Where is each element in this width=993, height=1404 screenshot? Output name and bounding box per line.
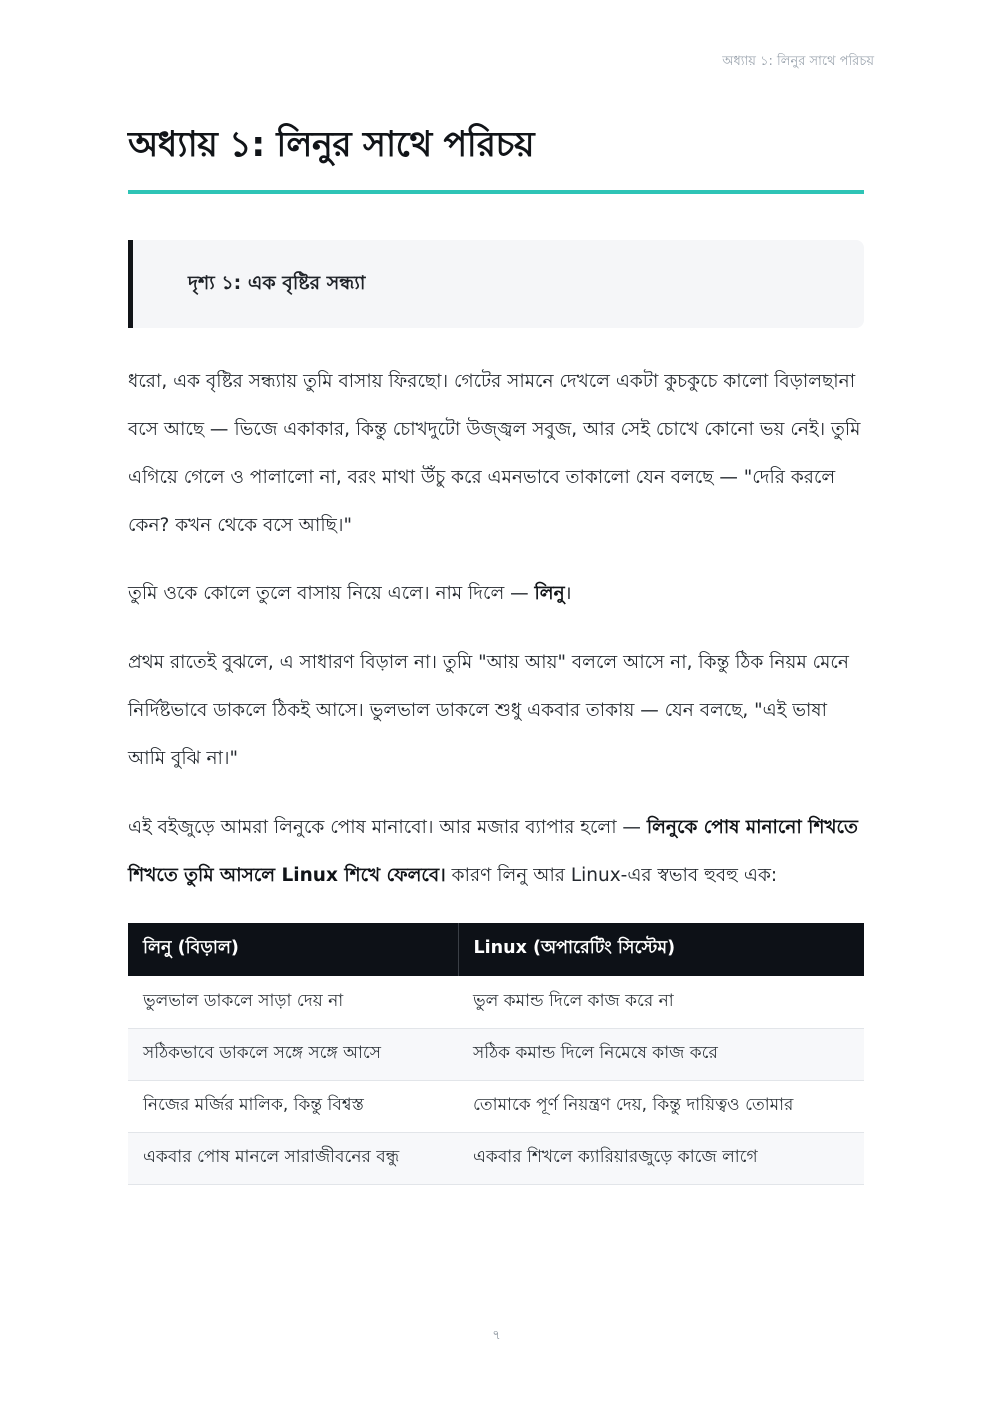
paragraph-4-emphasis: লিনুকে পোষ মানানো শিখতে শিখতে তুমি আসলে Linux শিখে ফেলবে। <box>128 817 858 886</box>
page-number: ৭ <box>492 1328 501 1343</box>
table-row <box>128 976 864 1028</box>
title-underline <box>128 190 864 194</box>
comparison-table <box>128 923 864 1185</box>
table-cell: তোমাকে পূর্ণ নিয়ন্ত্রণ দেয়, কিন্তু দায়িত্বও তোমার <box>458 1080 864 1132</box>
paragraph-2 <box>128 570 864 618</box>
table-cell: একবার পোষ মানলে সারাজীবনের বন্ধু <box>128 1132 458 1184</box>
table-header-cell: Linux (অপারেটিং সিস্টেম) <box>458 923 864 976</box>
table-cell: সঠিকভাবে ডাকলে সঙ্গে সঙ্গে আসে <box>128 1028 458 1080</box>
table-cell: ভুলভাল ডাকলে সাড়া দেয় না <box>128 976 458 1028</box>
paragraph-1: ধরো, এক বৃষ্টির সন্ধ্যায় তুমি বাসায় ফিরছো। গেটের সামনে দেখলে একটা কুচকুচে কালো বিড়ালছানা বসে আছে — ভিজে একাকার, কিন্তু চোখদুটো উজ্জ্বল সবুজ, আর সেই চোখে কোনো ভয় নেই। তুমি এগিয়ে গেলে ও পালালো না, বরং মাথা উঁচু করে এমনভাবে তাকালো যেন বলছে — "দেরি করলে কেন? কখন থেকে বসে আছি।" <box>128 371 861 536</box>
paragraph-2-end: । <box>564 583 572 604</box>
paragraph-3: প্রথম রাতেই বুঝলে, এ সাধারণ বিড়াল না। তুমি "আয় আয়" বললে আসে না, কিন্তু ঠিক নিয়ম মেনে নির্দিষ্টভাবে ডাকলে ঠিকই আসে। ভুলভাল ডাকলে শুধু একবার তাকায় — যেন বলছে, "এই ভাষা আমি বুঝি না।" <box>128 652 849 769</box>
table-row <box>128 1028 864 1080</box>
table-cell: নিজের মর্জির মালিক, কিন্তু বিশ্বস্ত <box>128 1080 458 1132</box>
table-row <box>128 1132 864 1184</box>
table-header-cell: লিনু (বিড়াল) <box>128 923 458 976</box>
table-header-row <box>128 923 864 976</box>
paragraph-4-text: এই বইজুড়ে আমরা লিনুকে পোষ মানাবো। আর মজার ব্যাপার হলো — <box>128 817 647 838</box>
paragraph-2-text: তুমি ওকে কোলে তুলে বাসায় নিয়ে এলে। নাম দিলে — <box>128 583 535 604</box>
scene-callout <box>128 240 864 328</box>
table-cell: সঠিক কমান্ড দিলে নিমেষে কাজ করে <box>458 1028 864 1080</box>
cat-name: লিনু <box>534 583 565 604</box>
paragraph-4 <box>128 804 864 900</box>
table-cell: একবার শিখলে ক্যারিয়ারজুড়ে কাজে লাগে <box>458 1132 864 1184</box>
scene-title: দৃশ্য ১: এক বৃষ্টির সন্ধ্যা <box>188 272 366 294</box>
running-header: অধ্যায় ১: লিনুর সাথে পরিচয় <box>722 54 874 69</box>
table-cell: ভুল কমান্ড দিলে কাজ করে না <box>458 976 864 1028</box>
chapter-title: অধ্যায় ১: লিনুর সাথে পরিচয় <box>128 125 535 165</box>
paragraph-4-end: কারণ লিনু আর Linux-এর স্বভাব হুবহু এক: <box>445 865 778 886</box>
table-row <box>128 1080 864 1132</box>
